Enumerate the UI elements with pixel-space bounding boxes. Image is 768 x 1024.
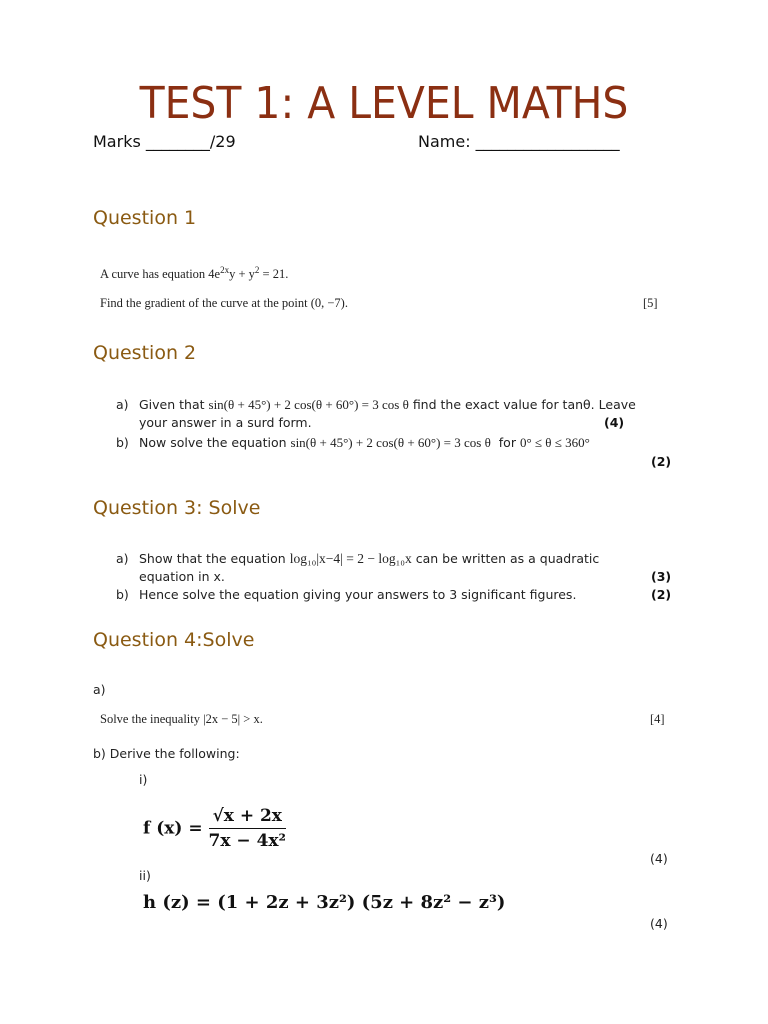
q2b-text: Now solve the equation <box>139 435 287 450</box>
q3-equation: log₁₀|x−4| = 2 − log₁₀x <box>289 551 412 566</box>
q1-sup: 2x <box>220 265 230 275</box>
question-1-statement <box>100 265 288 282</box>
q1-text-end: = 21. <box>259 267 289 282</box>
q4b-i-mark: (4) <box>650 851 668 866</box>
q4a-mark: [4] <box>650 712 665 726</box>
derivative-h-expression: h (z) = (1 + 2z + 3z²) (5z + 8z² − z³) <box>143 892 506 913</box>
q1-text: A curve has equation 4e <box>100 267 221 282</box>
q3b-text: Hence solve the equation giving your answers to 3 significant figures. <box>139 587 577 602</box>
q4a-label: a) <box>93 682 106 697</box>
f-lhs: f (x) = <box>143 818 203 839</box>
q2b-label: b) <box>116 435 129 450</box>
q3b-label: b) <box>116 587 129 602</box>
q2a-line <box>139 397 636 413</box>
q3a-text: Show that the equation <box>139 551 286 566</box>
page-title: TEST 1: A LEVEL MATHS <box>139 78 629 129</box>
question-2-heading: Question 2 <box>93 342 197 364</box>
q1-text-rest: y + y <box>229 267 255 282</box>
name-field: Name: __________________ <box>418 132 620 151</box>
f-denominator: 7x − 4x² <box>208 831 287 851</box>
question-1-heading: Question 1 <box>93 207 197 229</box>
q4b-ii-mark: (4) <box>650 916 668 931</box>
question-3-heading: Question 3: Solve <box>93 497 261 519</box>
q2a-text: Given that <box>139 397 205 412</box>
q4b-i-label: i) <box>139 772 148 787</box>
question-1-task: Find the gradient of the curve at the point (0, −7). <box>100 296 348 310</box>
marks-field: Marks ________/29 <box>93 132 236 151</box>
question-1-mark: [5] <box>643 296 658 310</box>
q3b-mark: (2) <box>651 587 672 602</box>
q4b-ii-label: ii) <box>139 868 151 883</box>
f-fraction <box>209 806 286 851</box>
q4b-text: b) Derive the following: <box>93 746 240 761</box>
q2a-text-line2: your answer in a surd form. <box>139 415 312 430</box>
q3a-label: a) <box>116 551 129 566</box>
q3a-text-cont: can be written as a quadratic <box>415 551 600 566</box>
q4a-text: Solve the inequality |2x − 5| > x. <box>100 712 263 726</box>
q2b-equation: sin(θ + 45°) + 2 cos(θ + 60°) = 3 cos θ <box>290 435 491 450</box>
q3a-line <box>139 551 599 567</box>
q2b-mark: (2) <box>651 454 672 469</box>
derivative-f-expression <box>143 806 286 851</box>
q2b-line <box>139 435 590 451</box>
f-numerator: √x + 2x <box>209 806 286 829</box>
q2a-label: a) <box>116 397 129 412</box>
question-4-heading: Question 4:Solve <box>93 629 255 651</box>
q1-sup2: 2 <box>254 265 260 275</box>
q2a-text-cont: find the exact value for tanθ. Leave <box>412 397 636 412</box>
q2-equation: sin(θ + 45°) + 2 cos(θ + 60°) = 3 cos θ <box>208 397 409 412</box>
q2a-mark: (4) <box>604 415 625 430</box>
q2b-range: 0° ≤ θ ≤ 360° <box>519 435 590 450</box>
q2b-for: for <box>498 435 516 450</box>
q3a-text-line2: equation in x. <box>139 569 225 584</box>
q3a-mark: (3) <box>651 569 672 584</box>
